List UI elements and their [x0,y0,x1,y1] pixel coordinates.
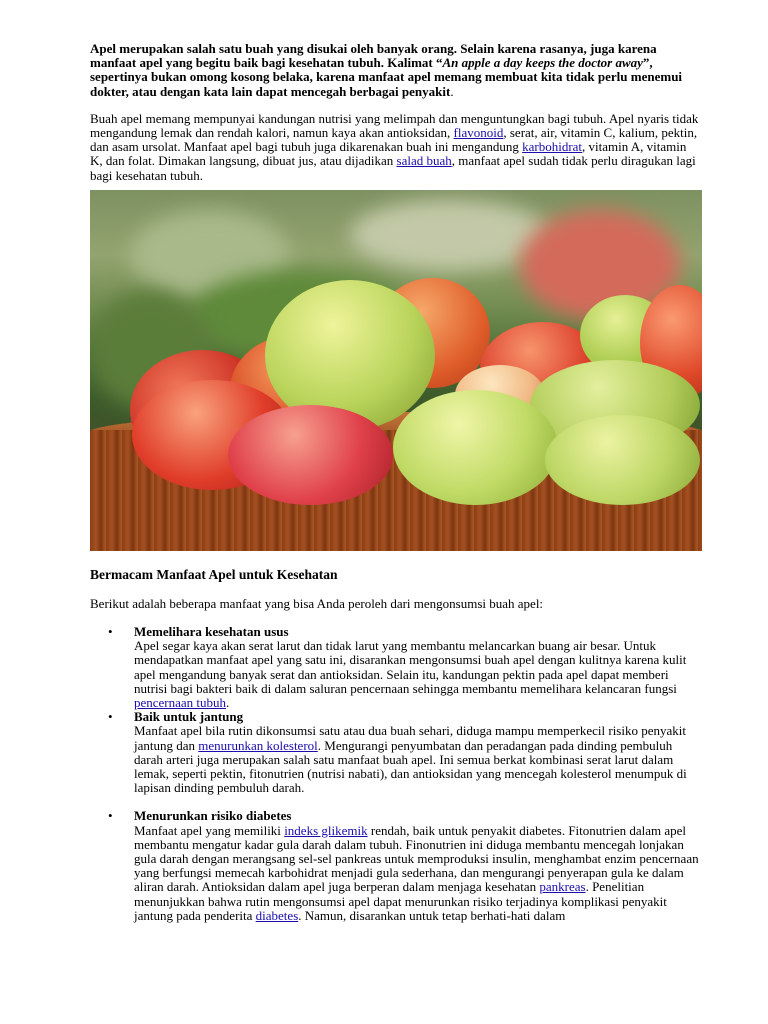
intro-quote: An apple a day keeps the doctor away [442,55,643,71]
link-menurunkan-kolesterol[interactable]: menurunkan kolesterol [198,737,318,753]
link-pankreas[interactable]: pankreas [539,879,586,895]
benefit-text-1: Apel segar kaya akan serat larut dan tidak larut yang membantu melancarkan buang air besar. Untuk mendapatkan manfaat apel yang satu ini, disarankan mengonsumsi buah apel dengan kulitnya karena kulit apel mengandung banyak serat dan antioksidan. Selain itu, kandungan pektin pada apel dapat memberi nutrisi bagi bakteri baik di dalam saluran pencernaan sehingga membantu memelihara kelancaran fungsi [134,638,687,696]
benefit-text [134,824,702,923]
bullet-icon: • [108,624,113,640]
list-item [90,809,702,923]
apple-basket-photo [90,190,702,551]
section-heading: Bermacam Manfaat Apel untuk Kesehatan [90,566,338,582]
red-apple [228,405,393,505]
benefit-title: Menurunkan risiko diabetes [134,808,292,824]
benefit-text-2: rendah, baik untuk penyakit diabetes. Fitonutrien dalam apel membantu mengatur kadar gula darah dalam tubuh. Finonutrien ini diduga membantu mencegah lonjakan gula darah dengan merangsang sel-sel pankreas untuk memproduksi insulin, menghambat enzim pencernaan yang berfungsi memecah karbohidrat menjadi gula sederhana, dan mengurangi penyerapan gula ke dalam aliran darah. Antioksidan dalam apel juga berperan dalam menjaga kesehatan [134,822,699,895]
link-salad-buah[interactable]: salad buah [396,153,452,169]
link-indeks-glikemik[interactable]: indeks glikemik [284,822,368,838]
section-lead: Berikut adalah beberapa manfaat yang bisa Anda peroleh dari mengonsumsi buah apel: [90,595,544,611]
intro-text-2: ”, sepertinya bukan omong kosong belaka, karena manfaat apel memang membuat kita tidak perlu menemui dokter, atau dengan kata lain dapat mencegah berbagai penyakit [90,55,683,99]
list-item [90,710,702,795]
nutrition-paragraph [90,112,702,183]
intro-period: . [450,83,454,99]
intro-text-1: Apel merupakan salah satu buah yang disukai oleh banyak orang. Selain karena rasanya, juga karena manfaat apel yang begitu baik bagi kesehatan tubuh. Kalimat “ [90,41,657,71]
benefit-text-2: . [226,695,230,711]
benefit-text-3: . Penelitian menunjukkan bahwa rutin mengonsumsi apel dapat menurunkan risiko terjadinya komplikasi penyakit jantung pada penderita [134,879,667,923]
link-flavonoid[interactable]: flavonoid [453,125,504,141]
green-apple [545,415,700,505]
link-pencernaan-tubuh[interactable]: pencernaan tubuh [134,695,227,711]
nutrition-text-4: , manfaat apel sudah tidak perlu diragukan lagi bagi kesehatan tubuh. [90,153,696,183]
document-page [90,42,702,923]
nutrition-text-2: , serat, air, vitamin C, kalium, pektin, dan asam ursolat. Manfaat apel bagi tubuh juga dikarenakan buah ini mengandung [90,125,698,155]
bullet-icon: • [108,808,113,824]
benefit-title: Baik untuk jantung [134,709,244,725]
benefit-text-4: . Namun, disarankan untuk tetap berhati-hati dalam [298,907,566,923]
benefit-text-1: Manfaat apel yang memiliki [134,822,285,838]
link-diabetes[interactable]: diabetes [255,907,299,923]
intro-paragraph [90,42,702,99]
benefits-list [90,625,702,923]
benefit-text [134,724,702,795]
benefit-text [134,639,702,710]
benefit-title: Memelihara kesehatan usus [134,624,289,640]
benefit-text-1: Manfaat apel bila rutin dikonsumsi satu atau dua buah sehari, diduga mampu memperkecil risiko penyakit jantung dan [134,723,686,753]
nutrition-text-3: , vitamin A, vitamin K, dan folat. Dimakan langsung, dibuat jus, atau dijadikan [90,139,687,169]
bullet-icon: • [108,709,113,725]
green-apple [393,390,558,505]
list-item [90,625,702,710]
nutrition-text-1: Buah apel memang mempunyai kandungan nutrisi yang melimpah dan menguntungkan bagi tubuh. Apel nyaris tidak mengandung lemak dan rendah kalori, namun kaya akan antioksidan, [90,110,699,141]
benefit-text-2: . Mengurangi penyumbatan dan peradangan pada dinding pembuluh darah arteri juga merupakan salah satu manfaat buah apel. Ini semua berkat kombinasi serat larut dalam lemak, seperti pektin, fitonutrien (nutrisi nabati), dan antioksidan yang mencegah kolesterol menumpuk di lapisan dinding pembuluh darah. [134,737,687,796]
link-karbohidrat[interactable]: karbohidrat [522,139,583,155]
